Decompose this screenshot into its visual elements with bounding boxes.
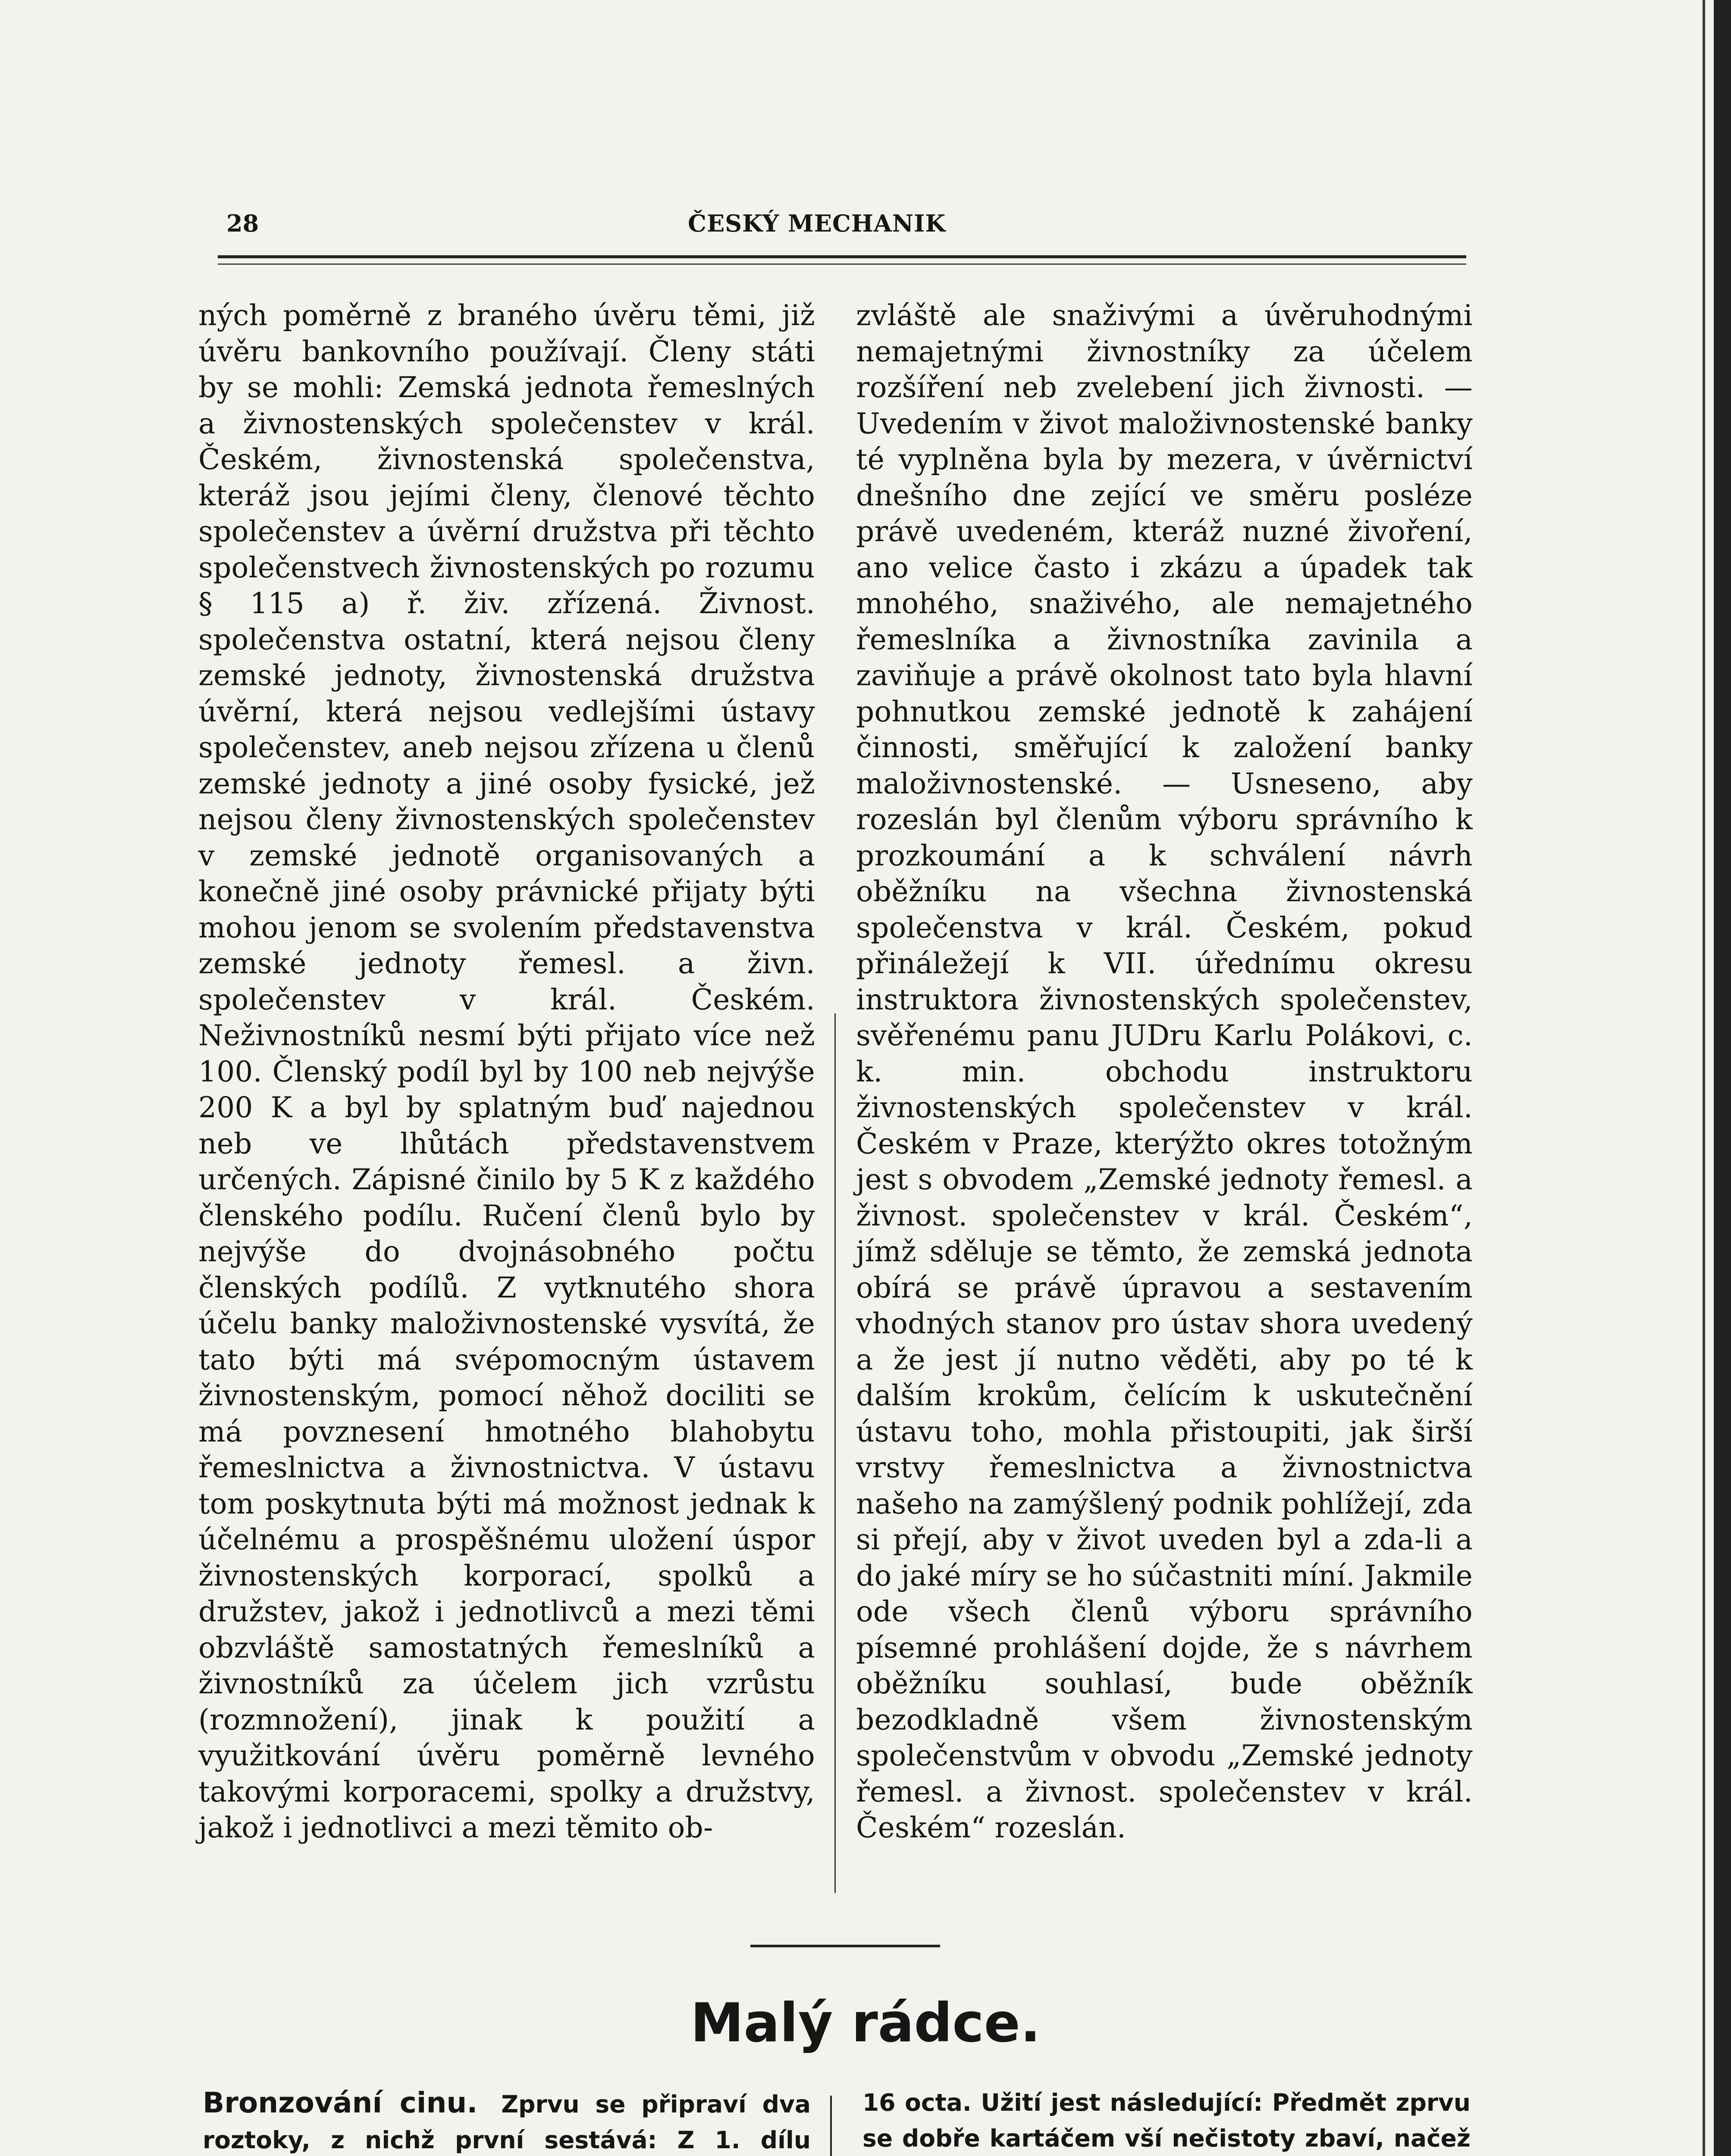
tip-left-text: Zprvu se připraví dva roztoky, z nichž první sestává: Z 1. dílu: [203, 2090, 811, 2154]
section-title: Malý rádce.: [690, 1992, 1041, 2054]
tip-right-column: 16 octa. Užití jest následující: Předmět zprvu se dobře kartáčem vší nečistoty zbaví, načež: [862, 2089, 1471, 2152]
tip-heading: Bronzování cinu.: [203, 2086, 478, 2119]
page-header: [218, 210, 1468, 240]
page-number: 28: [226, 210, 259, 237]
scan-edge: [1714, 0, 1731, 2156]
article-left-column: ných poměrně z braného úvěru těmi, již úvěru bankovního používají. Členy státi by se mohli: Zemská jednota řemeslných a živnostenských společenstev v král. Českém, živnostenská společenstva, kteráž jsou jejími členy, členové těchto společenstev a úvěrní družstva při těchto společenstvech živnostenských po rozumu § 115 a) ř. živ. zřízená. Živnost. společenstva ostatní, která nejsou členy zemské jednoty, živnostenská družstva úvěrní, která nejsou vedlejšími ústavy společenstev, aneb nejsou zřízena u členů zemské jednoty a jiné osoby fysické, jež nejsou členy živnostenských společenstev v zemské jednotě organisovaných a konečně jiné osoby právnické přijaty býti mohou jenom se svolením představenstva zemské jednoty řemesl. a živn. společenstev v král. Českém. Neživnostníků nesmí býti přijato více než 100. Členský podíl byl by 100 neb nejvýše 200 K a byl by splatným buď najednou neb ve lhůtách představenstvem určených. Zápisné činilo by 5 K z každého členského podílu. Ručení členů bylo by nejvýše do dvojnásobného počtu členských podílů. Z vytknutého shora účelu banky maloživnostenské vysvítá, že tato býti má svépomocným ústavem živnostenským, pomocí něhož dociliti se má povznesení hmotného blahobytu řemeslnictva a živnostnictva. V ústavu tom poskytnuta býti má možnost jednak k účelnému a prospěšnému uložení úspor živnostenských korporací, spolků a družstev, jakož i jednotlivců a mezi těmi obzvláště samostatných řemeslníků a živnostníků za účelem jich vzrůstu (rozmnožení), jinak k použití a využitkování úvěru poměrně levného takovými korporacemi, spolky a družstvy, jakož i jednotlivci a mezi těmito ob-: [198, 299, 815, 1844]
section-divider: [750, 1945, 940, 1947]
scan-edge-line: [1703, 0, 1705, 2156]
tip-left-column: [203, 2085, 811, 2156]
header-rule: [218, 255, 1466, 265]
journal-title: ČESKÝ MECHANIK: [688, 210, 946, 237]
column-divider: [834, 1013, 836, 1893]
tip-column-divider: [830, 2096, 832, 2156]
article-right-column: zvláště ale snaživými a úvěruhodnými nemajetnými živnostníky za účelem rozšíření neb zvelebení jich živnosti. — Uvedením v život maloživnostenské banky té vyplněna byla by mezera, v úvěrnictví dnešního dne zející ve směru posléze právě uvedeném, kteráž nuzné živoření, ano velice často i zkázu a úpadek tak mnohého, snaživého, ale nemajetného řemeslníka a živnostníka zavinila a zaviňuje a právě okolnost tato byla hlavní pohnutkou zemské jednotě k zahájení činnosti, směřující k založení banky maloživnostenské. — Usneseno, aby rozeslán byl členům výboru správního k prozkoumání a k schválení návrh oběžníku na všechna živnostenská společenstva v král. Českém, pokud přináležejí k VII. úřednímu okresu instruktora živnostenských společenstev, svěřenému panu JUDru Karlu Polákovi, c. k. min. obchodu instruktoru živnostenských společenstev v král. Českém v Praze, kterýžto okres totožným jest s obvodem „Zemské jednoty řemesl. a živnost. společenstev v král. Českém“, jímž sděluje se těmto, že zemská jednota obírá se právě úpravou a sestavením vhodných stanov pro ústav shora uvedený a že jest jí nutno věděti, aby po té k dalším krokům, čelícím k uskutečnění ústavu toho, mohla přistoupiti, jak širší vrstvy řemeslnictva a živnostnictva našeho na zamýšlený podnik pohlížejí, zda si přejí, aby v život uveden byl a zda-li a do jaké míry se ho súčastniti míní. Jakmile ode všech členů výboru správního písemné prohlášení dojde, že s návrhem oběžníku souhlasí, bude oběžník bezodkladně všem živnostenským společenstvům v obvodu „Zemské jednoty řemesl. a živnost. společenstev v král. Českém“ rozeslán.: [856, 299, 1473, 1844]
